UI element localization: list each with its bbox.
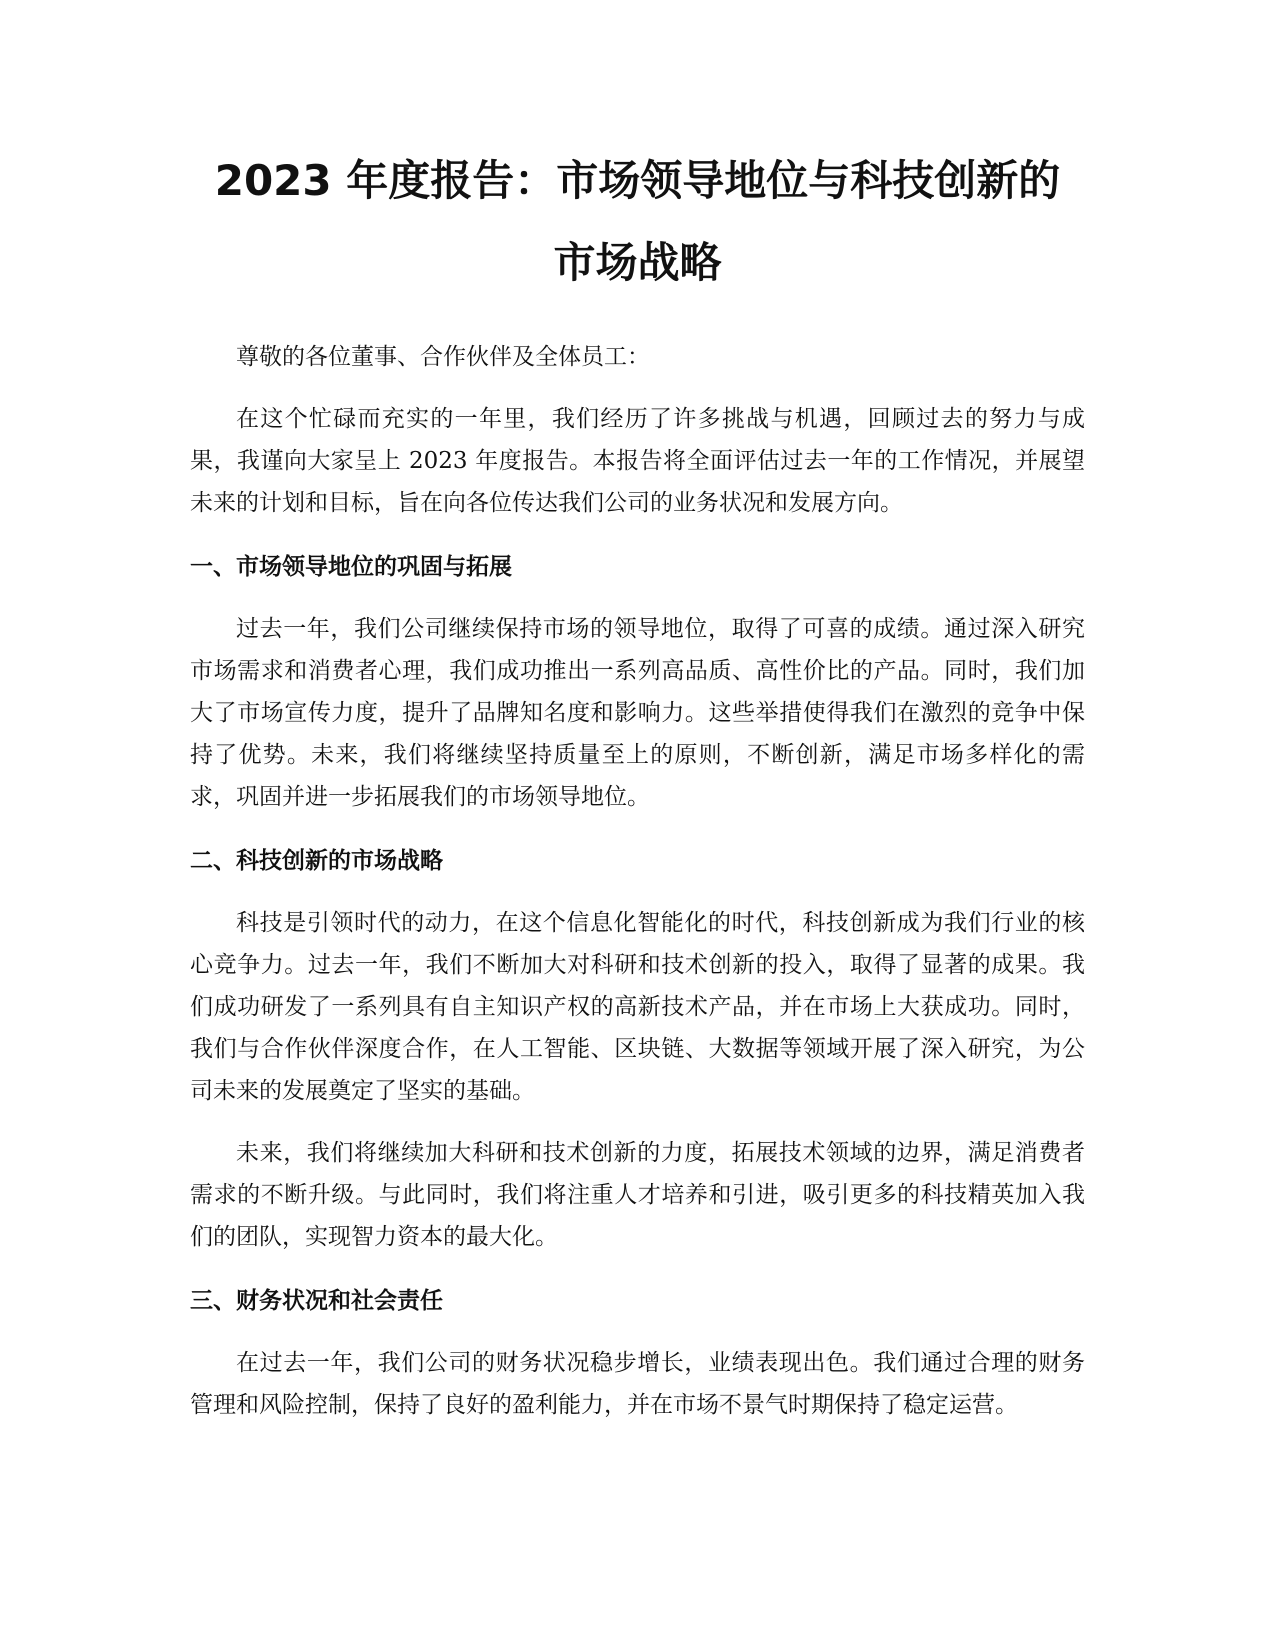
section-2-paragraph-1: 科技是引领时代的动力，在这个信息化智能化的时代，科技创新成为我们行业的核心竞争力。过去一年，我们不断加大对科研和技术创新的投入，取得了显著的成果。我们成功研发了一系列具有自主知识产权的高新技术产品，并在市场上大获成功。同时，我们与合作伙伴深度合作，在人工智能、区块链、大数据等领域开展了深入研究，为公司未来的发展奠定了坚实的基础。 xyxy=(190,910,1085,1104)
section-heading-2: 二、科技创新的市场战略 xyxy=(190,848,443,874)
section-1-paragraph-1: 过去一年，我们公司继续保持市场的领导地位，取得了可喜的成绩。通过深入研究市场需求和消费者心理，我们成功推出一系列高品质、高性价比的产品。同时，我们加大了市场宣传力度，提升了品牌知名度和影响力。这些举措使得我们在激烈的竞争中保持了优势。未来，我们将继续坚持质量至上的原则，不断创新，满足市场多样化的需求，巩固并进一步拓展我们的市场领导地位。 xyxy=(190,616,1085,810)
document-title xyxy=(190,140,1085,304)
section-3-paragraph-1: 在过去一年，我们公司的财务状况稳步增长，业绩表现出色。我们通过合理的财务管理和风险控制，保持了良好的盈利能力，并在市场不景气时期保持了稳定运营。 xyxy=(190,1350,1085,1418)
greeting-paragraph: 尊敬的各位董事、合作伙伴及全体员工： xyxy=(236,344,650,370)
section-heading-1: 一、市场领导地位的巩固与拓展 xyxy=(190,554,512,580)
title-line-1: 2023 年度报告：市场领导地位与科技创新的 xyxy=(214,156,1061,205)
section-2-paragraph-2: 未来，我们将继续加大科研和技术创新的力度，拓展技术领域的边界，满足消费者需求的不断升级。与此同时，我们将注重人才培养和引进，吸引更多的科技精英加入我们的团队，实现智力资本的最大化。 xyxy=(190,1140,1085,1250)
title-line-2: 市场战略 xyxy=(553,238,722,287)
intro-paragraph: 在这个忙碌而充实的一年里，我们经历了许多挑战与机遇，回顾过去的努力与成果，我谨向大家呈上 2023 年度报告。本报告将全面评估过去一年的工作情况，并展望未来的计划和目标，旨在向各位传达我们公司的业务状况和发展方向。 xyxy=(190,406,1085,516)
section-heading-3: 三、财务状况和社会责任 xyxy=(190,1288,443,1314)
